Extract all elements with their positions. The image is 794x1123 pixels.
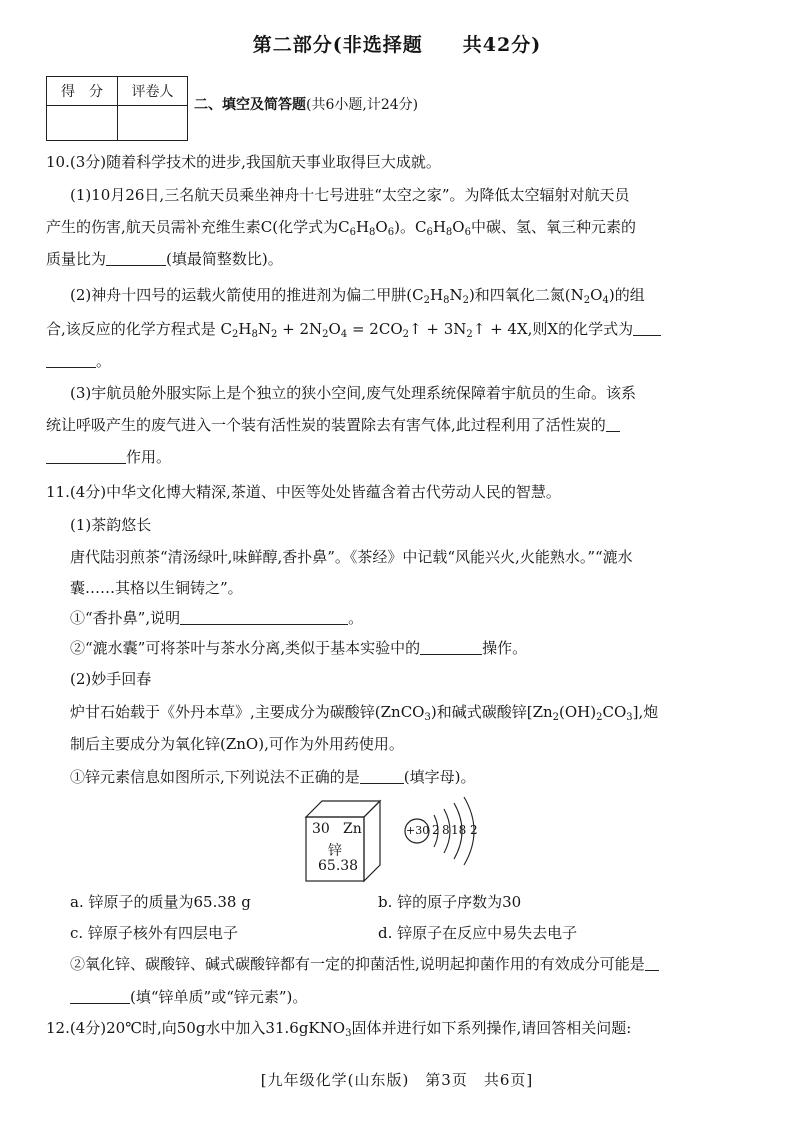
option-b[interactable]: b. 锌的原子序数为30 <box>378 893 522 911</box>
answer-blank-q10-2b[interactable] <box>46 351 96 368</box>
box-side <box>364 801 380 881</box>
q11-s2-line1: 炉甘石始载于《外丹本草》,主要成分为碳酸锌(ZnCO$_3$)和碱式碳酸锌$[Zn_2(OH)_2CO_3]$,炮 <box>70 703 659 723</box>
element-symbol: Zn <box>343 821 362 837</box>
q10-p3-line2: 统让呼吸产生的废气进入一个装有活性炭的装置除去有害气体,此过程利用了活性炭的 <box>46 413 770 437</box>
box-top <box>306 801 380 817</box>
section-heading <box>194 94 418 114</box>
grader-cell[interactable] <box>117 106 187 141</box>
q10-p3-line3: 作用。 <box>46 445 770 469</box>
q10-p2-line2: 合,该反应的化学方程式是 $C_2H_8N_2 + 2N_2O_4$ = $2CO_2↑$ + $3N_2↑ + 4X$,则X的化学式为 <box>46 317 770 341</box>
q10-stem: 10.(3分)随着科学技术的进步,我国航天事业取得巨大成就。 <box>46 153 441 171</box>
score-header: 得 分 <box>47 77 118 106</box>
element-mass: 65.38 <box>318 858 359 874</box>
q11-s1-q1: ①“香扑鼻”,说明 。 <box>70 609 364 627</box>
q10-p1-line3: 质量比为 (填最简整数比)。 <box>46 250 283 268</box>
shell-count-2: 8 <box>442 823 450 837</box>
answer-blank-q11-3[interactable] <box>360 767 404 784</box>
q10-p1-line2: 产生的伤害,航天员需补充维生素C(化学式为$C_6H_8O_6$)。$C_6H_8O_6$中碳、氢、氧三种元素的 <box>46 218 636 238</box>
score-table <box>46 76 188 141</box>
element-name: 锌 <box>328 843 342 859</box>
q11-s2-line2: 制后主要成分为氧化锌(ZnO),可作为外用药使用。 <box>70 735 404 753</box>
option-c[interactable]: c. 锌原子核外有四层电子 <box>70 924 238 942</box>
option-d[interactable]: d. 锌原子在反应中易失去电子 <box>378 924 578 942</box>
section-title: 二、填空及简答题 <box>194 97 306 113</box>
shell-count-1: 2 <box>432 823 440 837</box>
answer-blank-q10-3b[interactable] <box>46 447 126 464</box>
q11-s1-line1: 唐代陆羽煎茶“清汤绿叶,味鲜醇,香扑鼻”。《茶经》中记载“风能兴火,火能熟水。”“漉水 <box>70 548 633 566</box>
q11-s2-q2-line1: ②氧化锌、碳酸锌、碱式碳酸锌都有一定的抑菌活性,说明起抑菌作用的有效成分可能是 <box>70 952 770 976</box>
part-title: 第二部分(非选择题 共42分) <box>252 34 542 56</box>
answer-blank-q11-4b[interactable] <box>70 987 130 1004</box>
q10-p2-line3: 。 <box>46 349 770 373</box>
answer-blank-q11-2[interactable] <box>420 638 482 655</box>
q11-stem: 11.(4分)中华文化博大精深,茶道、中医等处处皆蕴含着古代劳动人民的智慧。 <box>46 483 561 501</box>
section-note: (共6小题,计24分) <box>306 97 419 113</box>
element-number: 30 <box>312 821 330 837</box>
q11-s1-q2: ②“漉水囊”可将茶叶与茶水分离,类似于基本实验中的 操作。 <box>70 639 528 657</box>
answer-blank-q11-4a[interactable] <box>645 954 659 971</box>
q11-s2-q1: ①锌元素信息如图所示,下列说法不正确的是 (填字母)。 <box>70 768 476 786</box>
q11-s1-title: (1)茶韵悠长 <box>70 516 152 534</box>
answer-blank-q11-1[interactable] <box>180 608 348 625</box>
nucleus-charge: +30 <box>406 824 430 837</box>
q11-s2-q2-line2: (填“锌单质”或“锌元素”)。 <box>70 985 770 1009</box>
q11-s2-title: (2)妙手回春 <box>70 670 152 688</box>
q10-p1-line1: (1)10月26日,三名航天员乘坐神舟十七号进驻“太空之家”。为降低太空辐射对航天员 <box>70 186 630 204</box>
q10-p2-line1: (2)神舟十四号的运载火箭使用的推进剂为偏二甲肼$(C_2H_8N_2)$和四氧化二氮$(N_2O_4)$的组 <box>70 286 645 306</box>
answer-blank-q10-3a[interactable] <box>606 415 620 432</box>
answer-blank-q10-1[interactable] <box>106 249 166 266</box>
page-footer: [九年级化学(山东版) 第3页 共6页] <box>260 1071 534 1089</box>
grader-header: 评卷人 <box>117 77 187 106</box>
shell-count-3: 18 <box>451 823 467 837</box>
option-a[interactable]: a. 锌原子的质量为65.38 g <box>70 893 251 911</box>
q10-p3-line1: (3)宇航员舱外服实际上是个独立的狭小空间,废气处理系统保障着宇航员的生命。该系 <box>70 384 637 402</box>
shell-count-4: 2 <box>470 823 478 837</box>
q11-s1-line2: 囊……其格以生铜铸之”。 <box>70 579 243 597</box>
score-cell[interactable] <box>47 106 118 141</box>
answer-blank-q10-2a[interactable] <box>633 319 661 336</box>
q12-stem: 12.(4分)20℃时,向50g水中加入31.6gKNO$_3$固体并进行如下系列操作,请回答相关问题: <box>46 1019 632 1039</box>
